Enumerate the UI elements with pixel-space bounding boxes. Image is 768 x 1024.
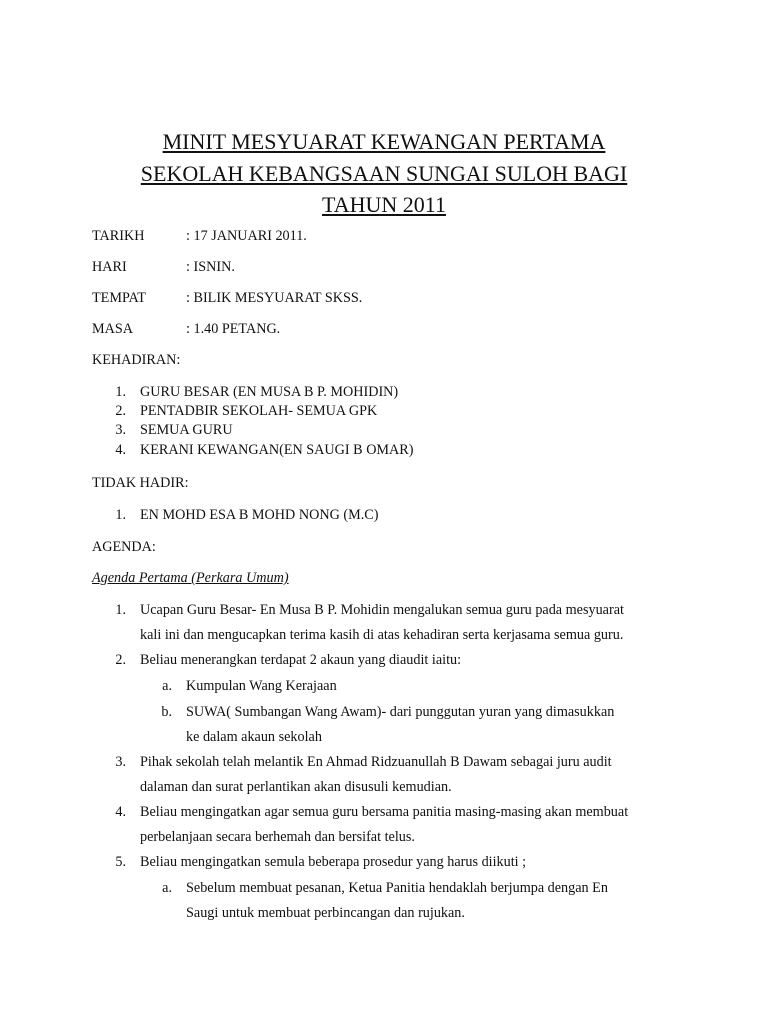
agenda-item-line: Pihak sekolah telah melantik En Ahmad Ridzuanullah B Dawam sebagai juru audit	[140, 754, 612, 770]
agenda-item-line: Beliau menerangkan terdapat 2 akaun yang diaudit iaitu:	[140, 652, 462, 668]
info-value-masa: : 1.40 PETANG.	[186, 321, 281, 337]
info-label-masa: MASA	[92, 321, 133, 337]
info-label-tempat: TEMPAT	[92, 290, 146, 306]
kehadiran-item-num: 1.	[115, 384, 126, 400]
tidak-hadir-item-text: EN MOHD ESA B MOHD NONG (M.C)	[140, 507, 379, 523]
info-label-tarikh: TARIKH	[92, 228, 145, 244]
kehadiran-item-text: GURU BESAR (EN MUSA B P. MOHIDIN)	[140, 384, 399, 400]
info-value-tarikh: : 17 JANUARI 2011.	[186, 228, 307, 244]
agenda-item-num: 4.	[115, 804, 126, 820]
agenda-subitem-line: Sebelum membuat pesanan, Ketua Panitia hendaklah berjumpa dengan En	[186, 880, 608, 896]
agenda-item-line: Beliau mengingatkan semula beberapa prosedur yang harus diikuti ;	[140, 854, 527, 870]
title-line-2: SEKOLAH KEBANGSAAN SUNGAI SULOH BAGI	[140, 160, 628, 186]
kehadiran-item-text: PENTADBIR SEKOLAH- SEMUA GPK	[140, 403, 378, 419]
agenda-item-num: 2.	[115, 652, 126, 668]
kehadiran-item-num: 3.	[115, 422, 126, 438]
agenda-item-line: Ucapan Guru Besar- En Musa B P. Mohidin mengalukan semua guru pada mesyuarat	[140, 602, 624, 618]
agenda-item-line: Beliau mengingatkan agar semua guru bersama panitia masing-masing akan membuat	[140, 804, 629, 820]
agenda-item-num: 1.	[115, 602, 126, 618]
kehadiran-item-text: SEMUA GURU	[140, 422, 233, 438]
agenda-item-line: kali ini dan mengucapkan terima kasih di atas kehadiran serta kerjasama semua guru.	[140, 627, 624, 643]
info-label-hari: HARI	[92, 259, 127, 275]
agenda-subitem-line: SUWA( Sumbangan Wang Awam)- dari punggutan yuran yang dimasukkan	[186, 704, 615, 720]
agenda-subitem-num: a.	[162, 880, 172, 896]
info-value-hari: : ISNIN.	[186, 259, 235, 275]
agenda-item-num: 5.	[115, 854, 126, 870]
agenda-subitem-num: a.	[162, 678, 172, 694]
kehadiran-item-num: 2.	[115, 403, 126, 419]
agenda-subitem-num: b.	[161, 704, 172, 720]
agenda-item-line: perbelanjaan secara berhemah dan bersifat telus.	[140, 829, 415, 845]
kehadiran-heading: KEHADIRAN:	[92, 352, 181, 368]
tidak-hadir-item-num: 1.	[115, 507, 126, 523]
agenda-subitem-line: Kumpulan Wang Kerajaan	[186, 678, 337, 694]
agenda-item-num: 3.	[115, 754, 126, 770]
tidak-hadir-heading: TIDAK HADIR:	[92, 475, 189, 491]
agenda-subheading: Agenda Pertama (Perkara Umum)	[92, 570, 289, 586]
kehadiran-item-num: 4.	[115, 442, 126, 458]
info-value-tempat: : BILIK MESYUARAT SKSS.	[186, 290, 363, 306]
title-line-1: MINIT MESYUARAT KEWANGAN PERTAMA	[162, 129, 606, 154]
title-line-3: TAHUN 2011	[322, 192, 446, 217]
agenda-heading: AGENDA:	[92, 539, 156, 555]
agenda-subitem-line: ke dalam akaun sekolah	[186, 729, 322, 745]
kehadiran-item-text: KERANI KEWANGAN(EN SAUGI B OMAR)	[140, 442, 414, 458]
document-title	[0, 126, 768, 221]
agenda-subitem-line: Saugi untuk membuat perbincangan dan rujukan.	[186, 905, 465, 921]
agenda-item-line: dalaman dan surat perlantikan akan disusuli kemudian.	[140, 779, 452, 795]
